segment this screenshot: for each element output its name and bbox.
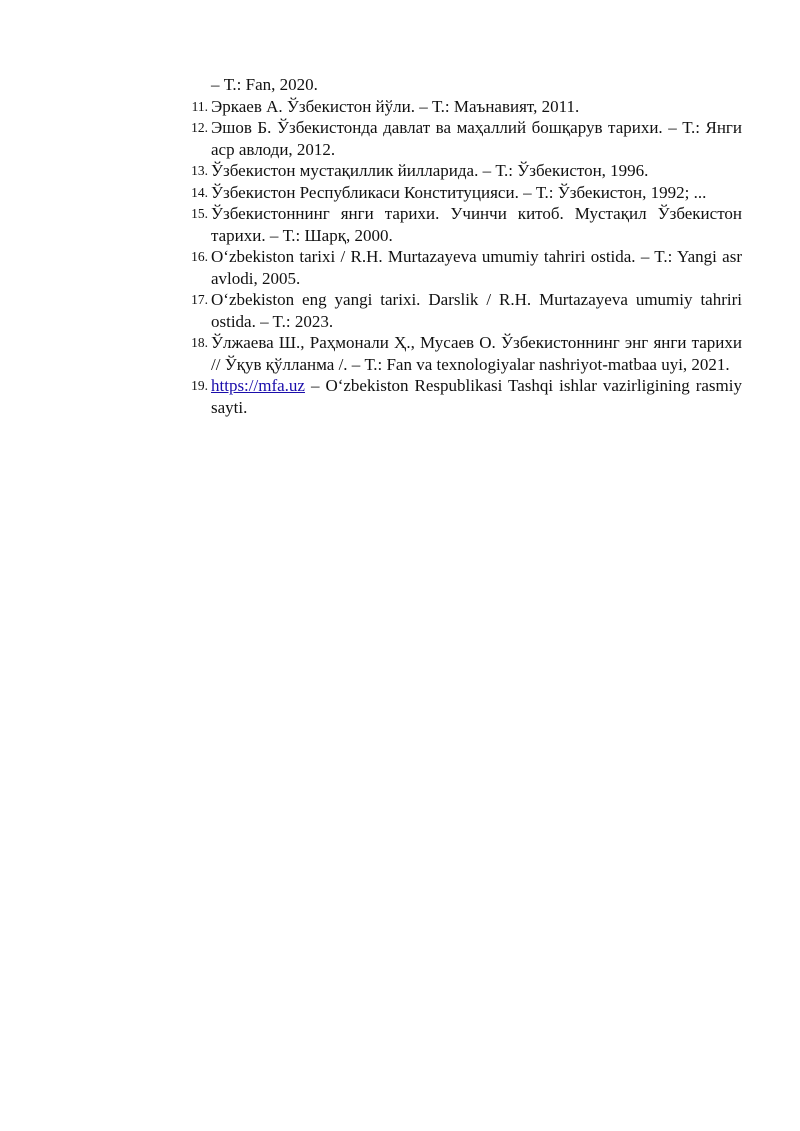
reference-text: – Oʻzbekiston Respublikasi Tashqi ishlar vazirligining rasmiy sayti. xyxy=(211,376,742,417)
reference-text: Эркаев А. Ўзбекистон йўли. – Т.: Маънавият, 2011. xyxy=(211,96,580,116)
reference-text: Эшов Б. Ўзбекистонда давлат ва маҳаллий бошқарув тарихи. – Т.: Янги аср авлоди, 2012. xyxy=(211,118,742,159)
reference-number: 15. xyxy=(191,206,208,221)
reference-item-13 xyxy=(191,160,742,182)
reference-number: 17. xyxy=(191,292,208,307)
reference-text: Oʻzbekiston tarixi / R.H. Murtazayeva umumiy tahriri ostida. – T.: Yangi asr avlodi, 2005. xyxy=(211,247,742,288)
reference-number: 12. xyxy=(191,120,208,135)
reference-number: 19. xyxy=(191,378,208,393)
reference-number: 18. xyxy=(191,335,208,350)
reference-continuation: – Т.: Fan, 2020. xyxy=(211,75,318,94)
reference-text: Oʻzbekiston eng yangi tarixi. Darslik / R.H. Murtazayeva umumiy tahriri ostida. – T.: 2023. xyxy=(211,290,742,331)
reference-text: Ўлжаева Ш., Раҳмонали Ҳ., Мусаев О. Ўзбекистоннинг энг янги тарихи // Ўқув қўлланма /. – Т.: Fan va texnologiyalar nashriyot-matbaa uyi, 2021. xyxy=(211,333,742,374)
reference-text: Ўзбекистон Республикаси Конституцияси. – Т.: Ўзбекистон, 1992; ... xyxy=(211,182,707,202)
reference-item-19 xyxy=(191,375,742,418)
reference-number: 14. xyxy=(191,184,208,200)
reference-number: 11. xyxy=(191,98,208,114)
reference-item-17 xyxy=(191,289,742,332)
reference-number: 13. xyxy=(191,163,208,178)
reference-item-16 xyxy=(191,246,742,289)
reference-text: Ўзбекистон мустақиллик йилларида. – Т.: Ўзбекистон, 1996. xyxy=(211,161,649,180)
reference-number: 16. xyxy=(191,249,208,264)
mfa-website-link[interactable]: https://mfa.uz xyxy=(211,376,305,395)
reference-text: Ўзбекистоннинг янги тарихи. Учинчи китоб. Мустақил Ўзбекистон тарихи. – Т.: Шарқ, 2000. xyxy=(211,204,742,245)
reference-item-11 xyxy=(191,96,742,118)
reference-item-14 xyxy=(191,182,742,204)
reference-list xyxy=(191,74,742,418)
reference-item-15 xyxy=(191,203,742,246)
reference-item-12 xyxy=(191,117,742,160)
reference-item-18 xyxy=(191,332,742,375)
